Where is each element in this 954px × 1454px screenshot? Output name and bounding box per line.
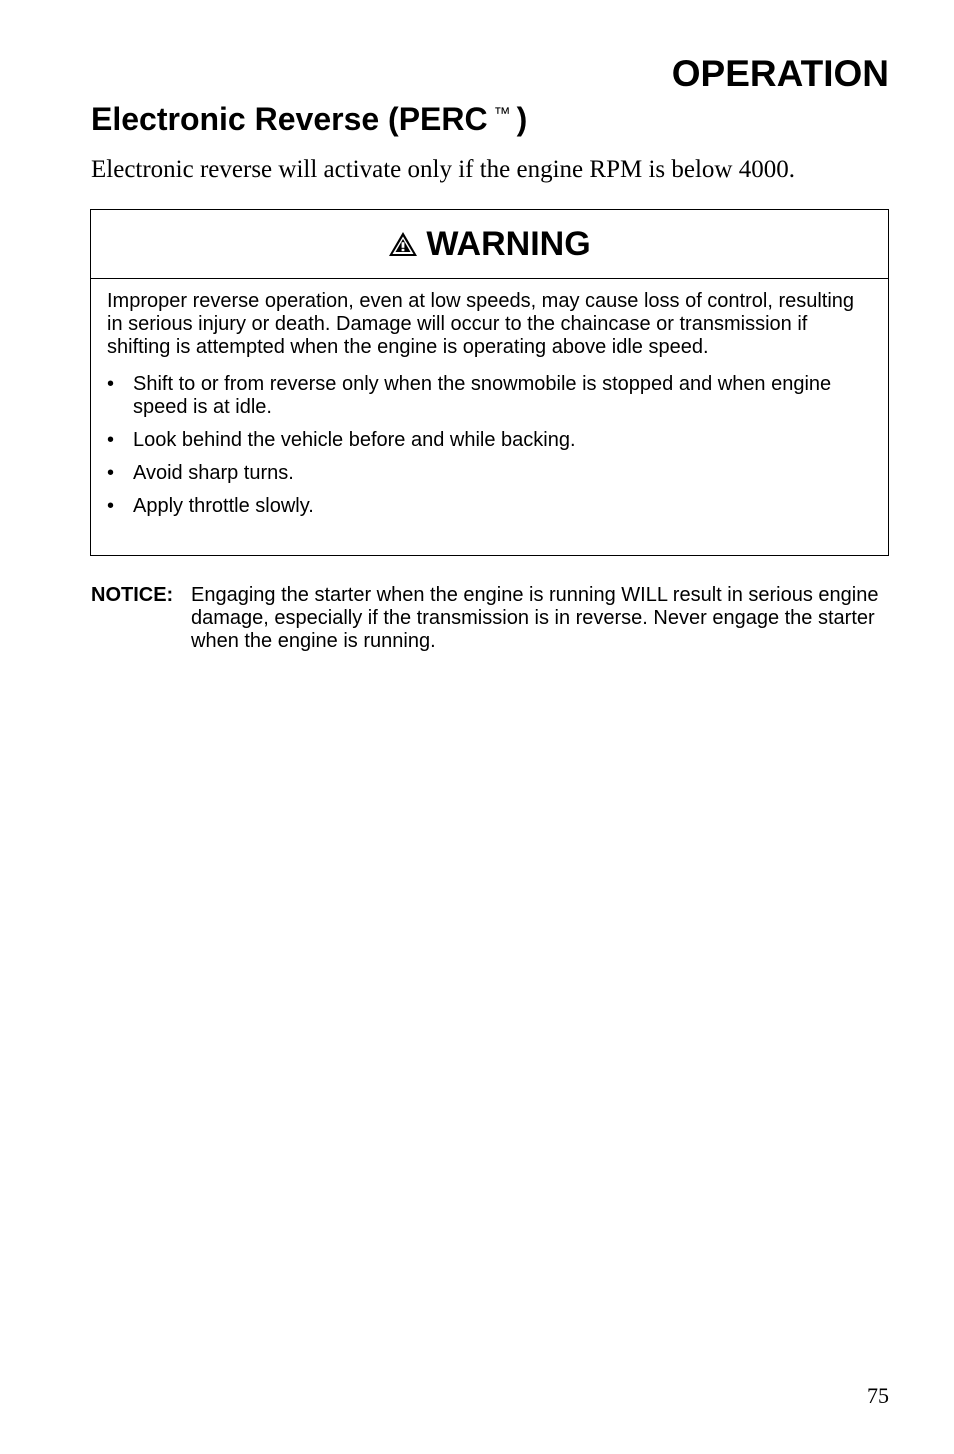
warning-bullet-item	[107, 429, 868, 452]
section-title-close: )	[516, 101, 528, 137]
trademark-symbol: ™	[493, 104, 511, 123]
bullet-mark: •	[107, 429, 115, 451]
chapter-title: OPERATION	[671, 53, 889, 94]
warning-bullet-item	[107, 373, 868, 419]
page-number: 75	[867, 1383, 889, 1408]
bullet-mark: •	[107, 462, 115, 484]
bullet-mark: •	[107, 495, 115, 517]
warning-title: WARNING	[426, 225, 591, 263]
bullet-text: Avoid sharp turns.	[133, 462, 294, 484]
section-title	[91, 94, 527, 139]
warning-box	[90, 209, 889, 556]
bullet-text: Look behind the vehicle before and while backing.	[133, 429, 576, 451]
warning-bullet-item	[107, 495, 868, 518]
warning-header	[91, 210, 888, 279]
bullet-mark: •	[107, 373, 115, 395]
notice-text: Engaging the starter when the engine is running WILL result in serious engine damage, especially if the transmission is in reverse. Never engage the starter when the engine is running.	[191, 584, 879, 652]
notice-block	[91, 584, 891, 653]
bullet-text: Apply throttle slowly.	[133, 495, 314, 517]
warning-bullet-item	[107, 462, 868, 485]
warning-bullet-list	[107, 373, 868, 518]
warning-body	[91, 279, 888, 518]
warning-triangle-icon	[388, 231, 418, 257]
bullet-text: Shift to or from reverse only when the snowmobile is stopped and when engine speed is at idle.	[133, 373, 832, 418]
warning-paragraph: Improper reverse operation, even at low speeds, may cause loss of control, resulting in serious injury or death. Damage will occur to the chaincase or transmission if shifting is attempted when the engine is operating above idle speed.	[107, 290, 855, 358]
section-title-text: Electronic Reverse (PERC	[91, 101, 488, 137]
notice-label: NOTICE:	[91, 584, 174, 606]
intro-paragraph: Electronic reverse will activate only if the engine RPM is below 4000.	[91, 156, 795, 183]
